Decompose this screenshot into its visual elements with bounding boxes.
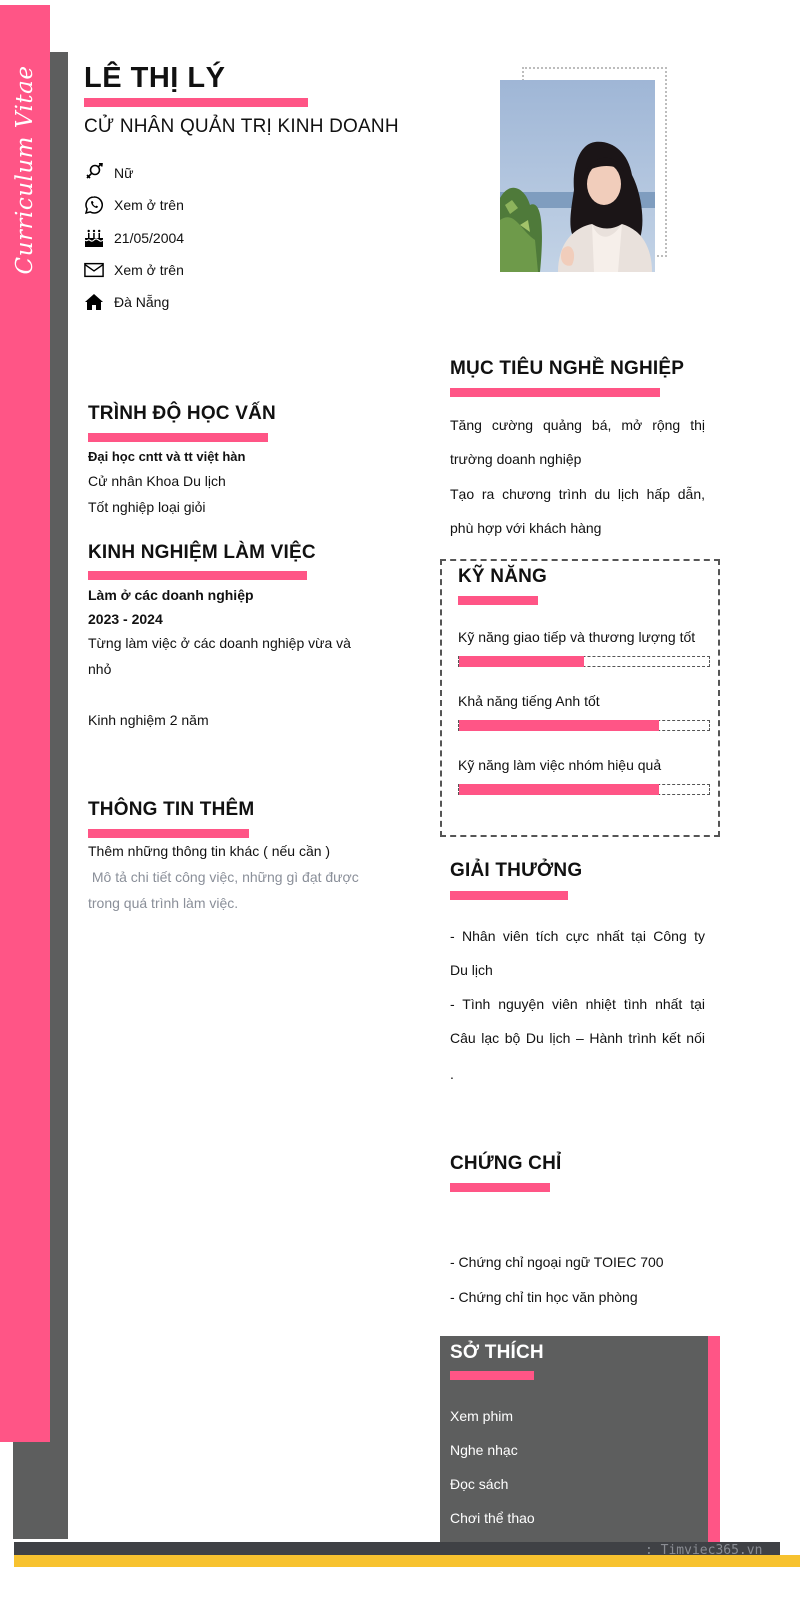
info-phone-value: Xem ở trên (114, 197, 184, 213)
education-school: Đại học cntt và tt việt hàn (88, 449, 246, 464)
hobbies-underline (450, 1371, 534, 1380)
additional-line: Thêm những thông tin khác ( nếu cần ) (88, 843, 331, 859)
info-email-value: Xem ở trên (114, 262, 184, 278)
skills-heading: KỸ NĂNG (458, 566, 548, 587)
additional-underline (88, 829, 249, 838)
info-address-value: Đà Nẵng (114, 294, 170, 310)
education-heading: TRÌNH ĐỘ HỌC VẤN (88, 403, 276, 424)
objective-line-2: trường doanh nghiệp (450, 451, 582, 467)
profile-photo (500, 80, 655, 272)
hobby-item-2: Nghe nhạc (450, 1442, 518, 1458)
education-grade: Tốt nghiệp loại giỏi (88, 499, 206, 515)
experience-description-2: nhỏ (88, 661, 112, 677)
birthday-cake-icon (84, 228, 104, 248)
certificates-underline (450, 1183, 550, 1192)
experience-underline (88, 571, 307, 580)
hobbies-accent-bar (708, 1336, 720, 1542)
experience-period: 2023 - 2024 (88, 611, 163, 627)
skill-label-3: Kỹ năng làm việc nhóm hiệu quả (458, 757, 662, 773)
hobby-item-4: Chơi thể thao (450, 1510, 535, 1526)
home-icon (84, 292, 104, 312)
experience-summary: Kinh nghiệm 2 năm (88, 712, 209, 728)
info-phone (84, 194, 184, 216)
skill-fill-1 (459, 656, 584, 667)
info-birthday-value: 21/05/2004 (114, 230, 185, 246)
name-underline (84, 98, 308, 107)
certificate-item-2: - Chứng chỉ tin học văn phòng (450, 1289, 638, 1305)
award-line-1: - Nhân viên tích cực nhất tại Công ty (450, 928, 705, 944)
info-birthday (84, 227, 184, 249)
awards-underline (450, 891, 568, 900)
watermark: : Timviec365.vn (645, 1543, 763, 1558)
award-line-3: - Tình nguyện viên nhiệt tình nhất tại (450, 996, 705, 1012)
additional-placeholder-1: Mô tả chi tiết công việc, những gì đạt được (88, 869, 359, 885)
additional-placeholder-2: trong quá trình làm việc. (88, 895, 239, 911)
experience-description-1: Từng làm việc ở các doanh nghiệp vừa và (88, 635, 351, 651)
skill-fill-2 (459, 720, 659, 731)
hobby-item-3: Đọc sách (450, 1476, 509, 1492)
certificates-heading: CHỨNG CHỈ (450, 1153, 562, 1174)
additional-heading: THÔNG TIN THÊM (88, 799, 255, 820)
objective-line-3: Tạo ra chương trình du lịch hấp dẫn, (450, 486, 705, 502)
skills-underline (458, 596, 538, 605)
skill-bar-1 (458, 656, 710, 667)
phone-icon (84, 195, 104, 215)
award-line-4: Câu lạc bộ Du lịch – Hành trình kết nối (450, 1030, 705, 1046)
hobby-item-1: Xem phim (450, 1408, 514, 1424)
objective-underline (450, 388, 660, 397)
hobbies-heading: SỞ THÍCH (450, 1342, 544, 1363)
info-email (84, 259, 184, 281)
objective-line-1: Tăng cường quảng bá, mở rộng thị (450, 417, 705, 433)
skill-bar-3 (458, 784, 710, 795)
award-line-5: . (450, 1066, 454, 1082)
award-line-2: Du lịch (450, 962, 493, 978)
awards-heading: GIẢI THƯỞNG (450, 860, 583, 881)
job-title: CỬ NHÂN QUẢN TRỊ KINH DOANH (84, 116, 399, 137)
skill-label-2: Khả năng tiếng Anh tốt (458, 693, 600, 709)
skill-label-1: Kỹ năng giao tiếp và thương lượng tốt (458, 629, 696, 645)
info-gender-value: Nữ (114, 165, 134, 181)
education-underline (88, 433, 268, 442)
education-degree: Cử nhân Khoa Du lịch (88, 473, 226, 489)
email-icon (84, 260, 104, 280)
skill-fill-3 (459, 784, 659, 795)
objective-heading: MỤC TIÊU NGHỀ NGHIỆP (450, 358, 685, 379)
objective-line-4: phù hợp với khách hàng (450, 520, 602, 536)
experience-company: Làm ở các doanh nghiệp (88, 587, 254, 603)
candidate-name: LÊ THỊ LÝ (84, 62, 226, 94)
certificate-item-1: - Chứng chỉ ngoại ngữ TOIEC 700 (450, 1254, 664, 1270)
skill-bar-2 (458, 720, 710, 731)
gender-icon (84, 163, 104, 183)
vertical-title: Curriculum Vitae (12, 65, 38, 275)
info-gender (84, 162, 133, 184)
info-address (84, 291, 169, 313)
experience-heading: KINH NGHIỆM LÀM VIỆC (88, 542, 316, 563)
